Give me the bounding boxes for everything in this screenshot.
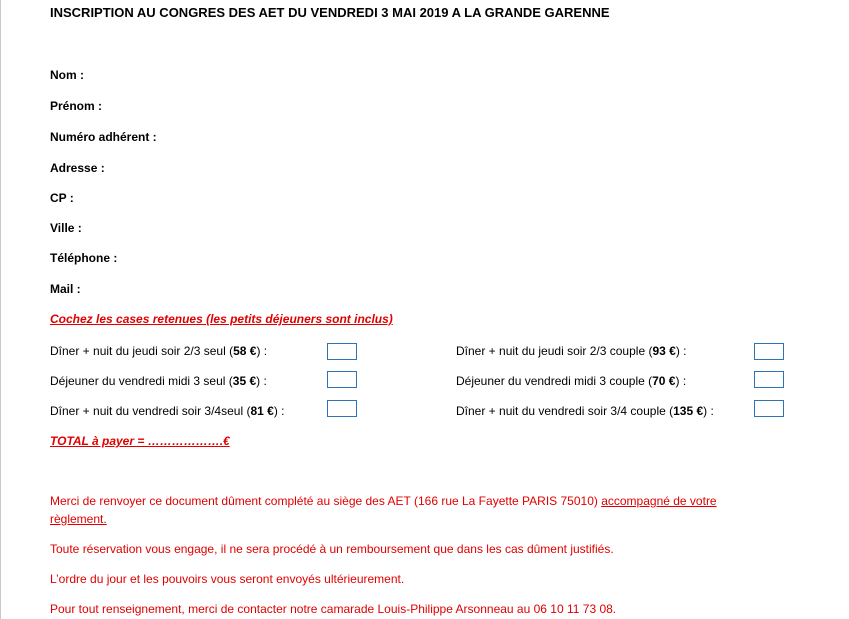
option-label-end: ) : [256,374,267,388]
option-label-end: ) : [675,344,687,358]
option-diner-vendredi-couple [456,404,714,418]
field-telephone: Téléphone : [50,251,118,265]
option-label-end: ) : [675,374,687,388]
field-nom: Nom : [50,68,84,82]
page-edge-divider [0,0,1,619]
note-payment-emphasis: accompagné de votre [601,494,717,508]
option-label: Dîner + nuit du jeudi soir 2/3 couple ( [456,344,653,358]
option-label: Dîner + nuit du vendredi soir 3/4 couple ( [456,404,674,418]
checkbox-diner-jeudi-couple[interactable] [754,343,784,360]
field-prenom: Prénom : [50,99,103,113]
option-label-end: ) : [273,404,285,418]
note-return-text: Merci de renvoyer ce document dûment complété au siège des AET (166 rue La Fayette PARIS 75010) [50,494,602,508]
field-ville: Ville : [50,221,82,235]
checkbox-dejeuner-vendredi-seul[interactable] [327,371,357,388]
total-to-pay: TOTAL à payer = ……………….€ [50,434,230,448]
option-price: 135 € [673,404,704,418]
option-label: Déjeuner du vendredi midi 3 couple ( [456,374,653,388]
option-label: Déjeuner du vendredi midi 3 seul ( [50,374,233,388]
option-price: 70 € [652,374,676,388]
note-return-document-continued [50,512,107,526]
option-label-end: ) : [703,404,714,418]
option-price: 35 € [232,374,257,388]
checkbox-diner-jeudi-seul[interactable] [327,343,357,360]
option-price: 93 € [652,344,676,358]
option-price: 81 € [250,404,274,418]
checkbox-diner-vendredi-couple[interactable] [754,400,784,417]
field-cp: CP : [50,191,74,205]
option-diner-vendredi-seul [50,404,284,418]
note-agenda: L’ordre du jour et les pouvoirs vous seront envoyés ultérieurement. [50,572,405,586]
page-title: INSCRIPTION AU CONGRES DES AET DU VENDREDI 3 MAI 2019 A LA GRANDE GARENNE [50,5,610,20]
note-refund-policy: Toute réservation vous engage, il ne sera procédé à un remboursement que dans les cas dûment justifiés. [50,542,614,556]
checkbox-dejeuner-vendredi-couple[interactable] [754,371,784,388]
option-label: Dîner + nuit du vendredi soir 3/4seul ( [50,404,251,418]
note-payment-emphasis-end: règlement. [50,512,107,526]
option-price: 58 € [233,344,257,358]
option-diner-jeudi-seul [50,344,267,358]
note-return-document [50,494,717,508]
option-dejeuner-vendredi-couple [456,374,686,388]
option-diner-jeudi-couple [456,344,686,358]
option-label-end: ) : [256,344,268,358]
field-adresse: Adresse : [50,161,105,175]
checkbox-diner-vendredi-seul[interactable] [327,400,357,417]
option-dejeuner-vendredi-seul [50,374,267,388]
field-numero-adherent: Numéro adhérent : [50,130,157,144]
checkbox-instruction: Cochez les cases retenues (les petits déjeuners sont inclus) [50,312,393,326]
note-contact: Pour tout renseignement, merci de contacter notre camarade Louis-Philippe Arsonneau au 06 10 11 73 08. [50,602,617,616]
field-mail: Mail : [50,282,81,296]
option-label: Dîner + nuit du jeudi soir 2/3 seul ( [50,344,234,358]
